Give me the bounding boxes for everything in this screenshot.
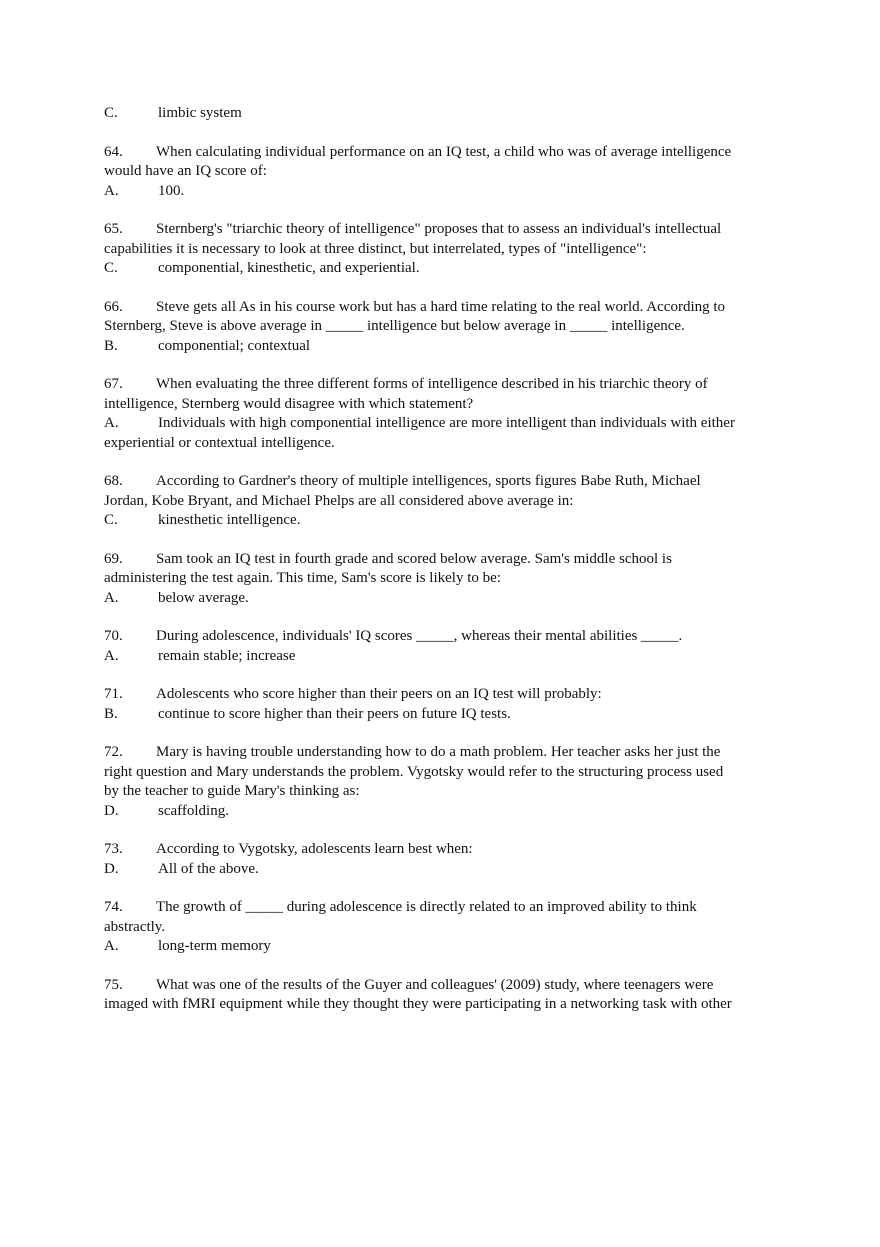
question-line [104,743,770,763]
answer-text: kinesthetic intelligence. [158,512,301,528]
answer-text: below average. [158,589,249,606]
answer-line [104,414,770,434]
question-74 [104,898,770,957]
answer-line [104,705,770,725]
question-text: Mary is having trouble understanding how to do a math problem. Her teacher asks her just the [156,744,721,760]
answer-line [104,337,770,357]
question-number: 68. [104,473,123,489]
answer-line [104,104,770,124]
question-line [104,298,770,318]
question-line: abstractly. [104,918,166,935]
answer-line [104,647,770,667]
answer-text: componential; contextual [158,337,311,354]
question-73 [104,840,770,879]
answer-text: 100. [158,182,185,199]
answer-text: scaffolding. [158,802,229,819]
answer-line [104,860,770,880]
answer-text: remain stable; increase [158,647,296,664]
question-70 [104,627,770,666]
question-text: When evaluating the three different forms of intelligence described in his triarchic theory of [156,376,708,392]
answer-letter: D. [104,860,119,877]
question-number: 69. [104,550,123,567]
question-text: The growth of _____ during adolescence is directly related to an improved ability to think [156,899,697,915]
answer-letter: A. [104,589,119,606]
question-72 [104,743,770,821]
answer-letter: B. [104,337,118,354]
answer-line [104,802,770,822]
answer-text: limbic system [158,105,242,121]
answer-line-continued: experiential or contextual intelligence. [104,434,335,451]
question-66 [104,298,770,357]
answer-line [104,182,770,202]
question-text: What was one of the results of the Guyer and colleagues' (2009) study, where teenagers were [156,976,714,993]
question-71 [104,685,770,724]
question-line [104,220,770,240]
question-line [104,375,770,395]
document-page [104,104,770,1015]
question-text: According to Vygotsky, adolescents learn best when: [156,841,473,857]
answer-letter: D. [104,802,119,819]
question-67 [104,375,770,453]
answer-line [104,589,770,609]
answer-text: Individuals with high componential intelligence are more intelligent than individuals with either [158,415,735,431]
question-number: 74. [104,899,123,915]
answer-text: componential, kinesthetic, and experiential. [158,260,420,276]
question-number: 70. [104,628,123,644]
question-75 [104,976,770,1015]
question-69 [104,550,770,609]
question-text: Adolescents who score higher than their peers on an IQ test will probably: [156,686,602,702]
question-text: Sam took an IQ test in fourth grade and scored below average. Sam's middle school is [156,550,672,567]
question-line: by the teacher to guide Mary's thinking as: [104,783,360,799]
question-line [104,627,770,647]
answer-letter: A. [104,415,119,431]
question-line [104,685,770,705]
question-number: 72. [104,744,123,760]
question-line [104,143,770,163]
question-line: imaged with fMRI equipment while they thought they were participating in a networking task with other [104,996,732,1012]
answer-letter: B. [104,705,118,722]
question-number: 75. [104,976,123,993]
answer-text: continue to score higher than their peers on future IQ tests. [158,705,511,722]
question-line [104,550,770,570]
question-number: 67. [104,376,123,392]
question-line: would have an IQ score of: [104,163,267,179]
answer-line [104,511,770,531]
answer-letter: C. [104,105,118,121]
question-number: 73. [104,841,123,857]
question-text: According to Gardner's theory of multiple intelligences, sports figures Babe Ruth, Michael [156,473,701,489]
answer-letter: C. [104,260,118,276]
question-text: When calculating individual performance on an IQ test, a child who was of average intelligence [156,143,732,160]
question-number: 65. [104,221,123,237]
answer-line [104,259,770,279]
question-64 [104,143,770,202]
question-line [104,976,770,996]
answer-text: long-term memory [158,938,271,954]
question-number: 64. [104,143,123,160]
question-line: administering the test again. This time, Sam's score is likely to be: [104,570,501,586]
answer-text: All of the above. [158,860,259,877]
question-number: 71. [104,686,123,702]
question-text: During adolescence, individuals' IQ scores _____, whereas their mental abilities _____. [156,628,683,644]
question-line: right question and Mary understands the problem. Vygotsky would refer to the structuring process used [104,763,724,780]
question-number: 66. [104,298,123,315]
question-line: capabilities it is necessary to look at three distinct, but interrelated, types of "intelligence": [104,240,647,257]
question-68 [104,472,770,531]
question-line [104,840,770,860]
answer-letter: C. [104,512,118,528]
question-65 [104,220,770,279]
question-line: intelligence, Sternberg would disagree with which statement? [104,395,474,412]
question-line [104,898,770,918]
answer-letter: A. [104,182,119,199]
question-line: Jordan, Kobe Bryant, and Michael Phelps are all considered above average in: [104,492,574,509]
question-line [104,472,770,492]
question-line: Sternberg, Steve is above average in _____ intelligence but below average in _____ intelligence. [104,318,685,334]
question-text: Steve gets all As in his course work but has a hard time relating to the real world. According to [156,298,726,315]
question-text: Sternberg's "triarchic theory of intelligence" proposes that to assess an individual's intellectual [156,221,722,237]
answer-letter: A. [104,647,119,664]
answer-letter: A. [104,938,119,954]
answer-line [104,937,770,957]
